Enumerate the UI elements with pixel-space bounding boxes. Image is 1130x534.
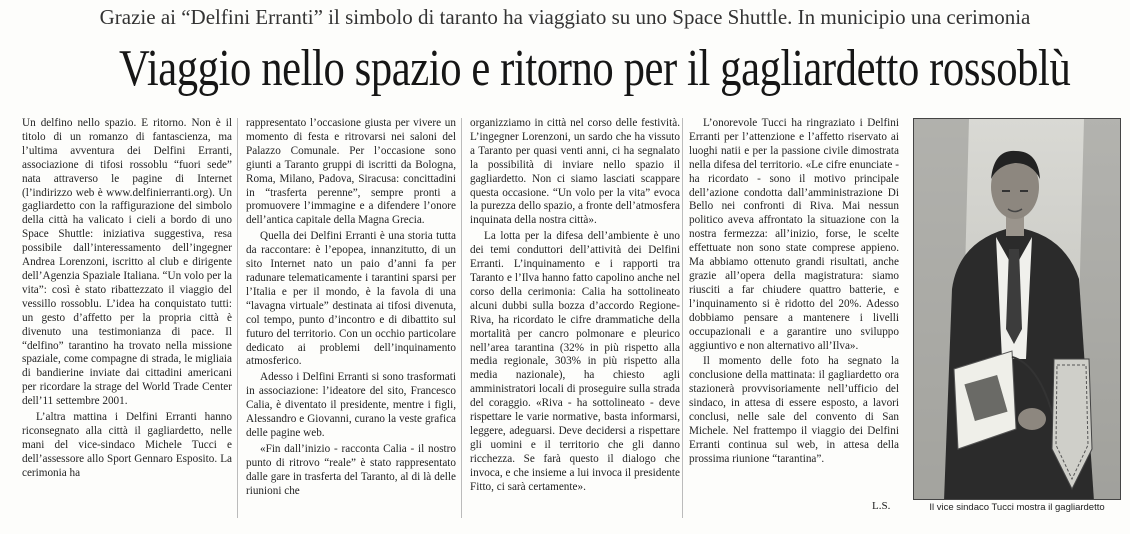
article-photo — [913, 118, 1121, 500]
paragraph: La lotta per la difesa dell’ambiente è uno dei temi conduttori dell’attività dei Delfini Erranti. L’inquinamento e i rapporti tra Taranto e l’Ilva hanno fatto capolino anche nel corso della cerimonia: Calia ha sottolineato alcuni dubbi sulla bozza d’accordo Regione-Riva, ha ricordato le cifre drammatiche della mortalità per cancro polmonare e pleurico nell’area tarantina (32% in più rispetto alla media regionale, 303% in più rispetto alla media nazionale), ha chiesto agli amministratori locali di proseguire sulla strada del coraggio. «Riva - ha sottolineato - deve rispettare le varie normative, basta informarsi, leggere, adeguarsi. Deve decidersi a rispettare gli uomini e il territorio che gli danno ricchezza. Se farà questo il dialogo che invoca, e che insieme a lui invoca il presidente Fitto, ci sarà certamente». — [470, 230, 680, 493]
paragraph: L’onorevole Tucci ha ringraziato i Delfini Erranti per l’attenzione e l’affetto riservato ai luoghi natii e per la passione civile dimostrata nella difesa del territorio. «Le cifre enunciate - ha ricordato - sono il motivo principale dell’azione condotta dall’amministrazione Di Bello nei confronti di Riva. Mai nessun politico aveva affrontato la situazione con la nostra fermezza: all’inizio, forse, le scelte effettuate non sono state comprese appieno. Ma abbiamo ottenuto grandi risultati, anche grazie all’opera della magistratura: siamo riusciti a far chiudere quattro batterie, e l’inquinamento si è ridotto del 20%. Adesso dobbiamo pensare a mantenere i livelli occupazionali e a garantire uno sviluppo aggiuntivo e non alternativo all’Ilva». — [689, 117, 899, 352]
column-divider — [237, 118, 238, 518]
paragraph: L’altra mattina i Delfini Erranti hanno riconsegnato alla città il gagliardetto, nelle mani del vice-sindaco Michele Tucci e dell’assessore allo Sport Gennaro Esposito. La cerimonia ha — [22, 411, 232, 479]
article-headline: Viaggio nello spazio e ritorno per il gagliardetto rossoblù — [119, 40, 1071, 97]
paragraph: Un delfino nello spazio. E ritorno. Non è il titolo di un romanzo di fantascienza, ma l’ultima avventura dei Delfini Erranti, associazione di tifosi rossoblu “fuori sede” nata attraverso le pagine di Internet (l’indirizzo web è www.delfinierranti.org). Un gagliardetto con la raffigurazione del simbolo della città ha valicato i cieli a bordo di uno Space Shuttle: iniziativa suggestiva, resa possibile dall’interessamento dell’ingegner Andrea Lorenzoni, iscritto al club e dirigente dell’Agenzia Spaziale Italiana. “Un volo per la vita”: così è stato ribattezzato il viaggio del vessillo rossoblu. L’idea ha conquistato tutti: un gesto d’affetto per la propria città è divenuto una testimonianza di pace. Il “delfino” tarantino ha trovato nella missione spaziale, come compagne di strada, le migliaia di bandierine inviate dai cittadini americani per ricordare la strage del World Trade Center dell’11 settembre 2001. — [22, 117, 232, 408]
column-divider — [682, 118, 683, 518]
author-signature: L.S. — [872, 500, 891, 512]
article-column-1 — [22, 117, 232, 483]
paragraph: rappresentato l’occasione giusta per vivere un momento di festa e ritrovarsi nei saloni del Palazzo Comunale. Per l’occasione sono giunti a Taranto gruppi di iscritti da Bologna, Roma, Milano, Padova, Siracusa: concittadini in “trasferta perenne”, sempre pronti a promuovere l’immagine e a difendere l’onore dell’antica capitale della Magna Grecia. — [246, 117, 456, 227]
paragraph: Quella dei Delfini Erranti è una storia tutta da raccontare: è l’epopea, innanzitutto, di un sito Internet nato un paio d’anni fa per radunare telematicamente i tarantini sparsi per l’Italia e per il mondo, è la favola di una “lavagna virtuale” destinata ai tifosi divenuta, col tempo, punto d’incontro e di dibattito sul futuro del territorio. Con un occhio particolare dedicato ai problemi dell’inquinamento atmosferico. — [246, 230, 456, 368]
article-column-3 — [470, 117, 680, 496]
paragraph: «Fin dall’inizio - racconta Calia - il nostro punto di ritrovo “reale” è stato rappresentato dalle gare in trasferta del Taranto, al di là delle riunioni che — [246, 442, 456, 497]
photo-illustration — [914, 119, 1121, 500]
paragraph: Adesso i Delfini Erranti si sono trasformati in associazione: l’ideatore del sito, Francesco Calia, è diventato il presidente, mentre i figli, Alessandro e Giovanni, curano la veste grafica delle pagine web. — [246, 371, 456, 439]
paragraph: organizziamo in città nel corso delle festività. L’ingegner Lorenzoni, un sardo che ha vissuto a Taranto per quasi venti anni, ci ha segnalato la possibilità di inviare nello spazio il gagliardetto. Non ci siamo lasciati scappare questa occasione. “Un volo per la vita” evoca la purezza dello spazio, a fronte dell’atmosfera inquinata della nostra città». — [470, 117, 680, 227]
photo-caption: Il vice sindaco Tucci mostra il gagliardetto — [929, 502, 1105, 513]
column-divider — [461, 118, 462, 518]
article-kicker: Grazie ai “Delfini Erranti” il simbolo di taranto ha viaggiato su uno Space Shuttle. In municipio una cerimonia — [99, 5, 1031, 29]
article-column-4 — [689, 117, 899, 469]
paragraph: Il momento delle foto ha segnato la conclusione della mattinata: il gagliardetto ora stazionerà provvisoriamente nell’ufficio del sindaco, in attesa di essere esposto, a lavori conclusi, nelle sale del convento di San Michele. Nel frattempo il viaggio dei Delfini Erranti continua sul web, in attesa della prossima riunione “tarantina”. — [689, 355, 899, 465]
article-column-2 — [246, 117, 456, 500]
